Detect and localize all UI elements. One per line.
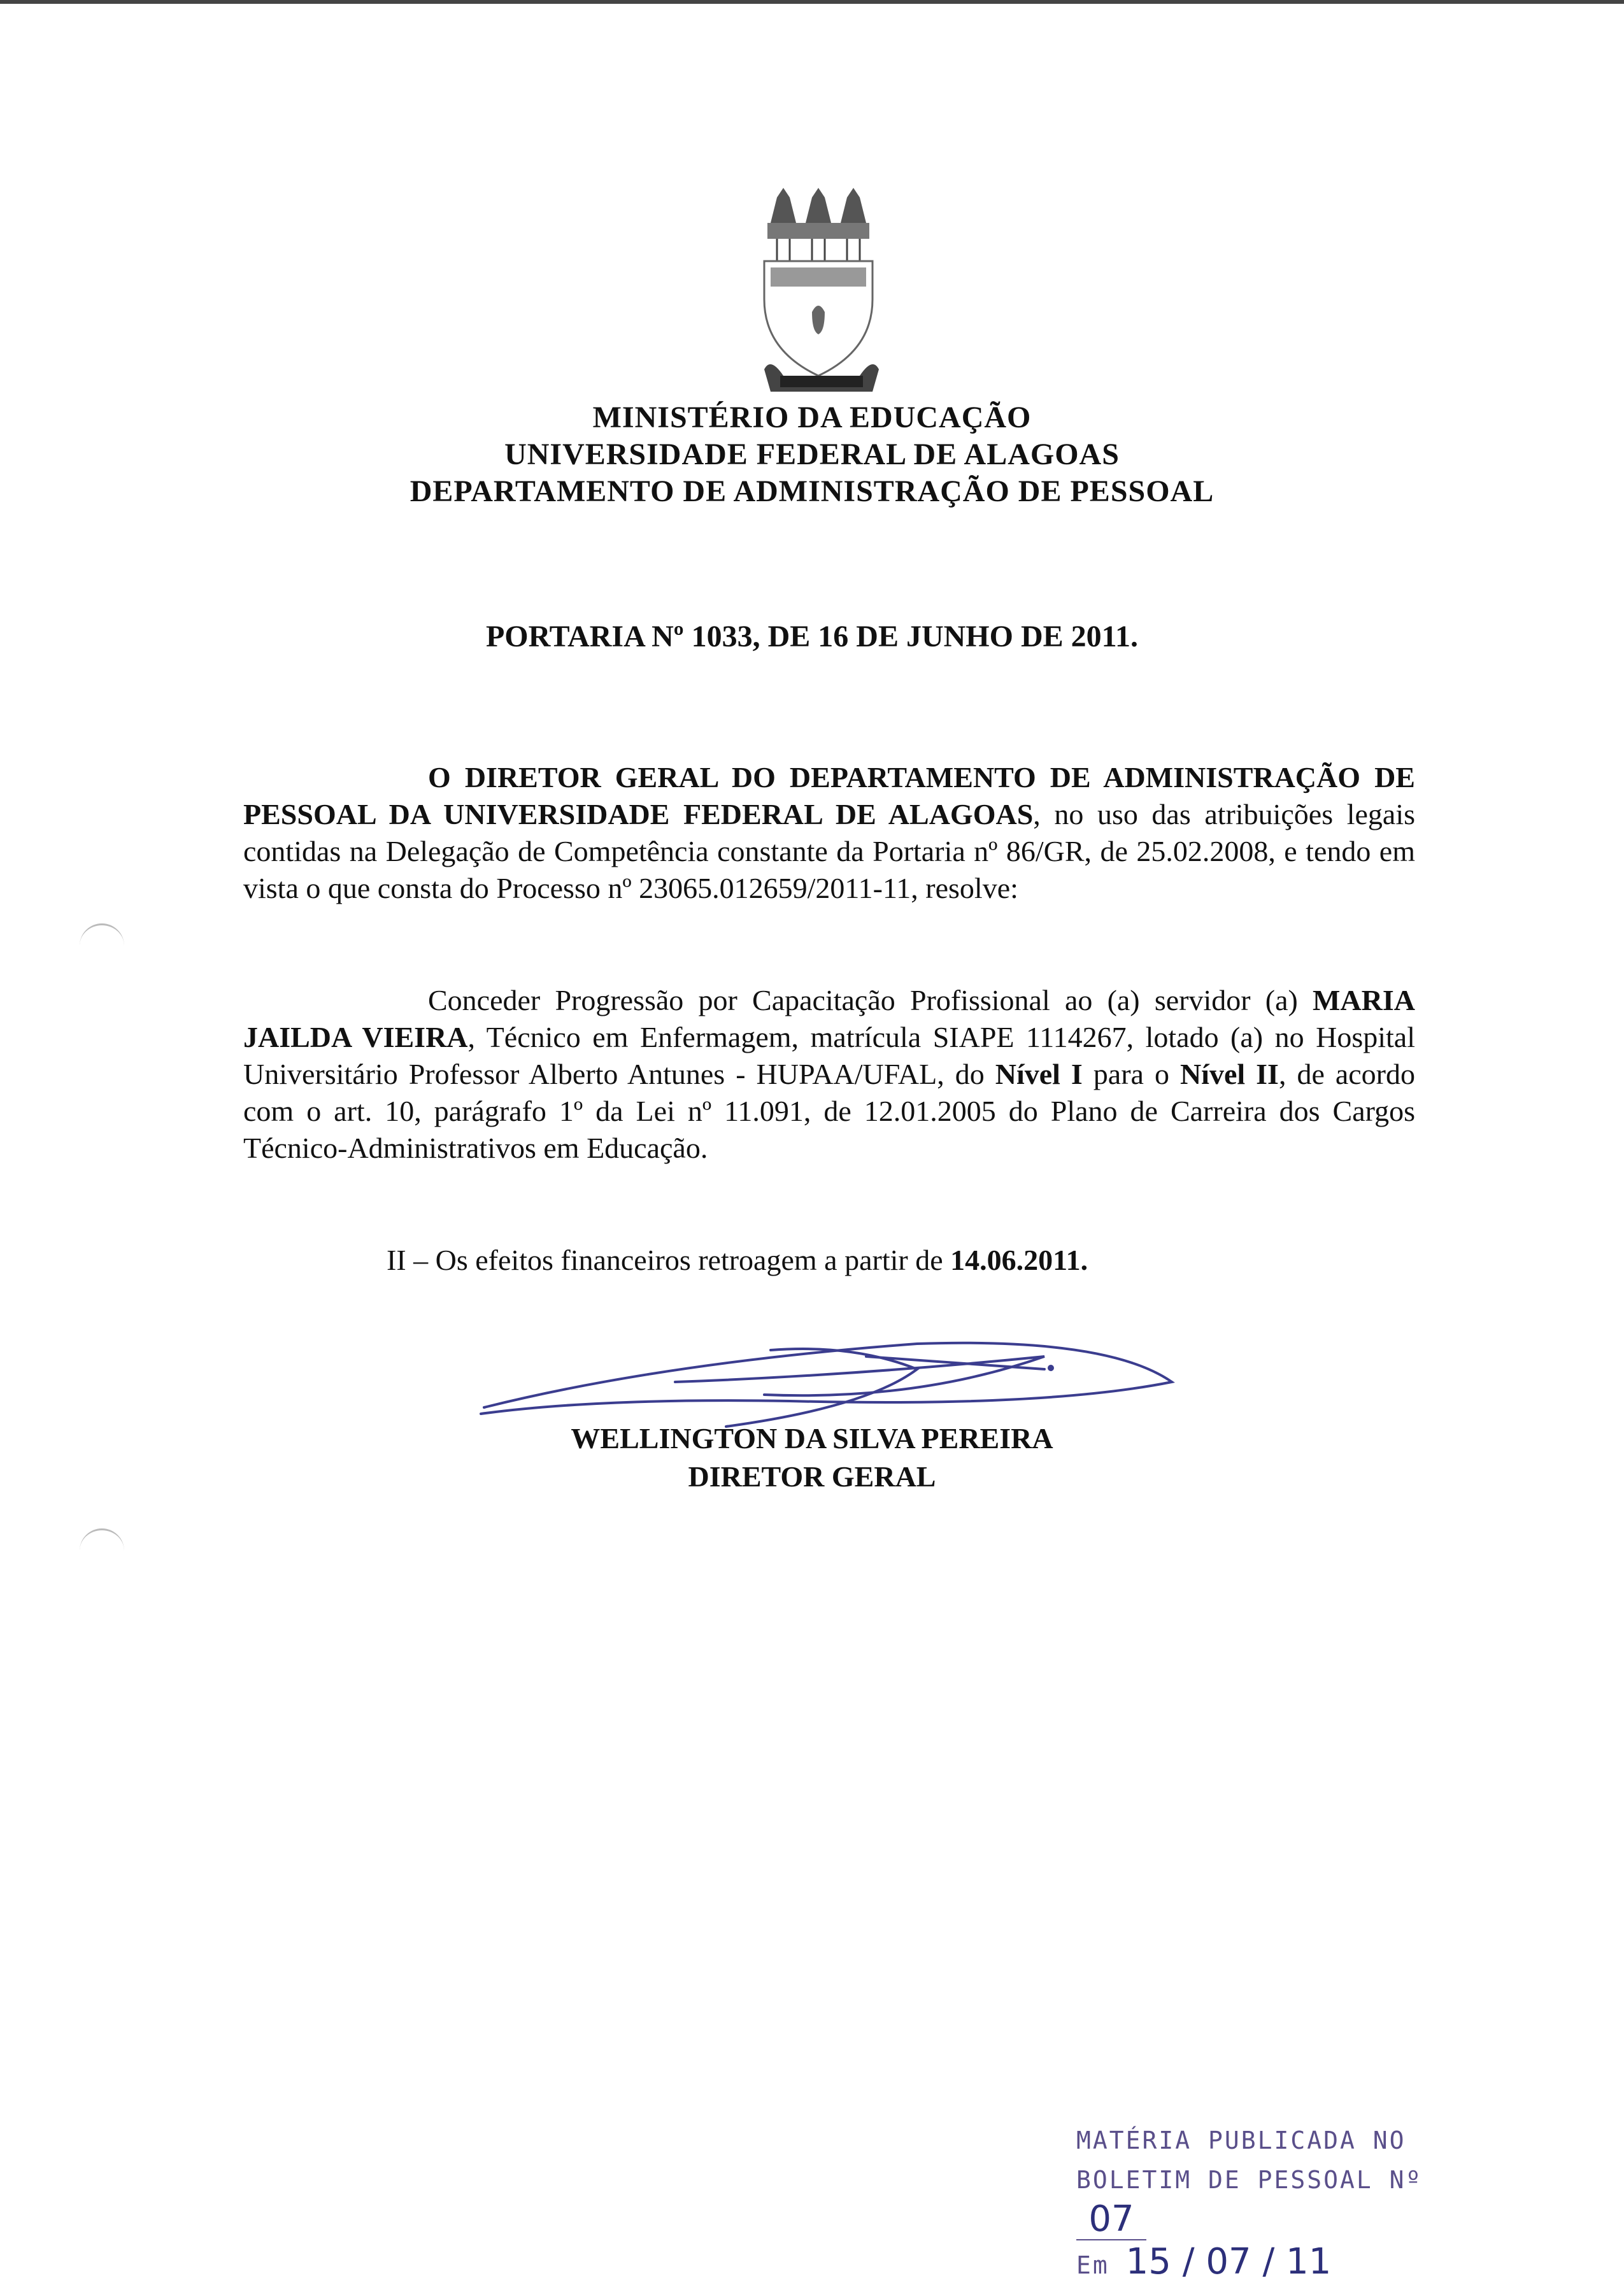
decision-text: , de acordo com o art. 10, parágrafo 1º da Lei nº 11.091, de 12.01.2005 do Plano de Carreira dos Cargos Técnico-Administrativos em Educação. — [243, 1058, 1416, 1164]
financial-effects-paragraph — [243, 1242, 1415, 1279]
signatory-role: DIRETOR GERAL — [688, 1460, 936, 1493]
university-crest-logo — [751, 185, 892, 401]
financial-effects-text: II – Os efeitos financeiros retroagem a partir de — [387, 1244, 951, 1276]
punch-hole-mark — [80, 1528, 124, 1556]
stamp-bulletin-label: BOLETIM DE PESSOAL Nº — [1076, 2166, 1423, 2194]
level-from: Nível I — [995, 1058, 1083, 1090]
level-to: Nível II — [1179, 1058, 1279, 1090]
punch-hole-mark — [80, 923, 124, 951]
stamp-line-date — [1076, 2242, 1458, 2285]
intro-text: , no uso das atribuições legais contidas na Delegação de Competência constante da Portaria nº 86/GR, de 25.02.2008, e tendo em vista o que consta do Processo nº 23065.012659/2011-11, resolve: — [243, 798, 1415, 904]
signatory-name: WELLINGTON DA SILVA PEREIRA — [571, 1422, 1053, 1455]
handwritten-signature — [471, 1325, 1204, 1433]
decision-paragraph — [243, 982, 1415, 1167]
header-university: UNIVERSIDADE FEDERAL DE ALAGOAS — [504, 438, 1120, 471]
stamp-line-published: MATÉRIA PUBLICADA NO — [1076, 2126, 1406, 2154]
scan-edge — [0, 0, 1624, 4]
intro-paragraph — [243, 759, 1415, 907]
intro-authority: O DIRETOR GERAL DO DEPARTAMENTO DE ADMINISTRAÇÃO DE PESSOAL DA UNIVERSIDADE FEDERAL DE ALAGOAS — [243, 761, 1415, 830]
header-department: DEPARTAMENTO DE ADMINISTRAÇÃO DE PESSOAL — [410, 474, 1214, 508]
effective-date: 14.06.2011. — [950, 1244, 1088, 1276]
publication-stamp — [1076, 2121, 1458, 2285]
ordinance-title: PORTARIA Nº 1033, DE 16 DE JUNHO DE 2011. — [485, 620, 1138, 653]
stamp-date-label: Em — [1076, 2251, 1109, 2279]
stamp-line-bulletin — [1076, 2160, 1458, 2242]
decision-text: para o — [1082, 1058, 1180, 1090]
header-ministry: MINISTÉRIO DA EDUCAÇÃO — [592, 401, 1032, 434]
decision-text: , Técnico em Enfermagem, matrícula SIAPE 1114267, lotado (a) no Hospital Universitário Professor Alberto Antunes - HUPAA/UFAL, do — [243, 1021, 1415, 1090]
stamp-date: 15 / 07 / 11 — [1125, 2241, 1332, 2282]
stamp-bulletin-number: 07 — [1076, 2200, 1146, 2240]
decision-text: Conceder Progressão por Capacitação Profissional ao (a) servidor (a) — [428, 984, 1313, 1016]
employee-name: MARIA JAILDA VIEIRA — [243, 984, 1415, 1053]
